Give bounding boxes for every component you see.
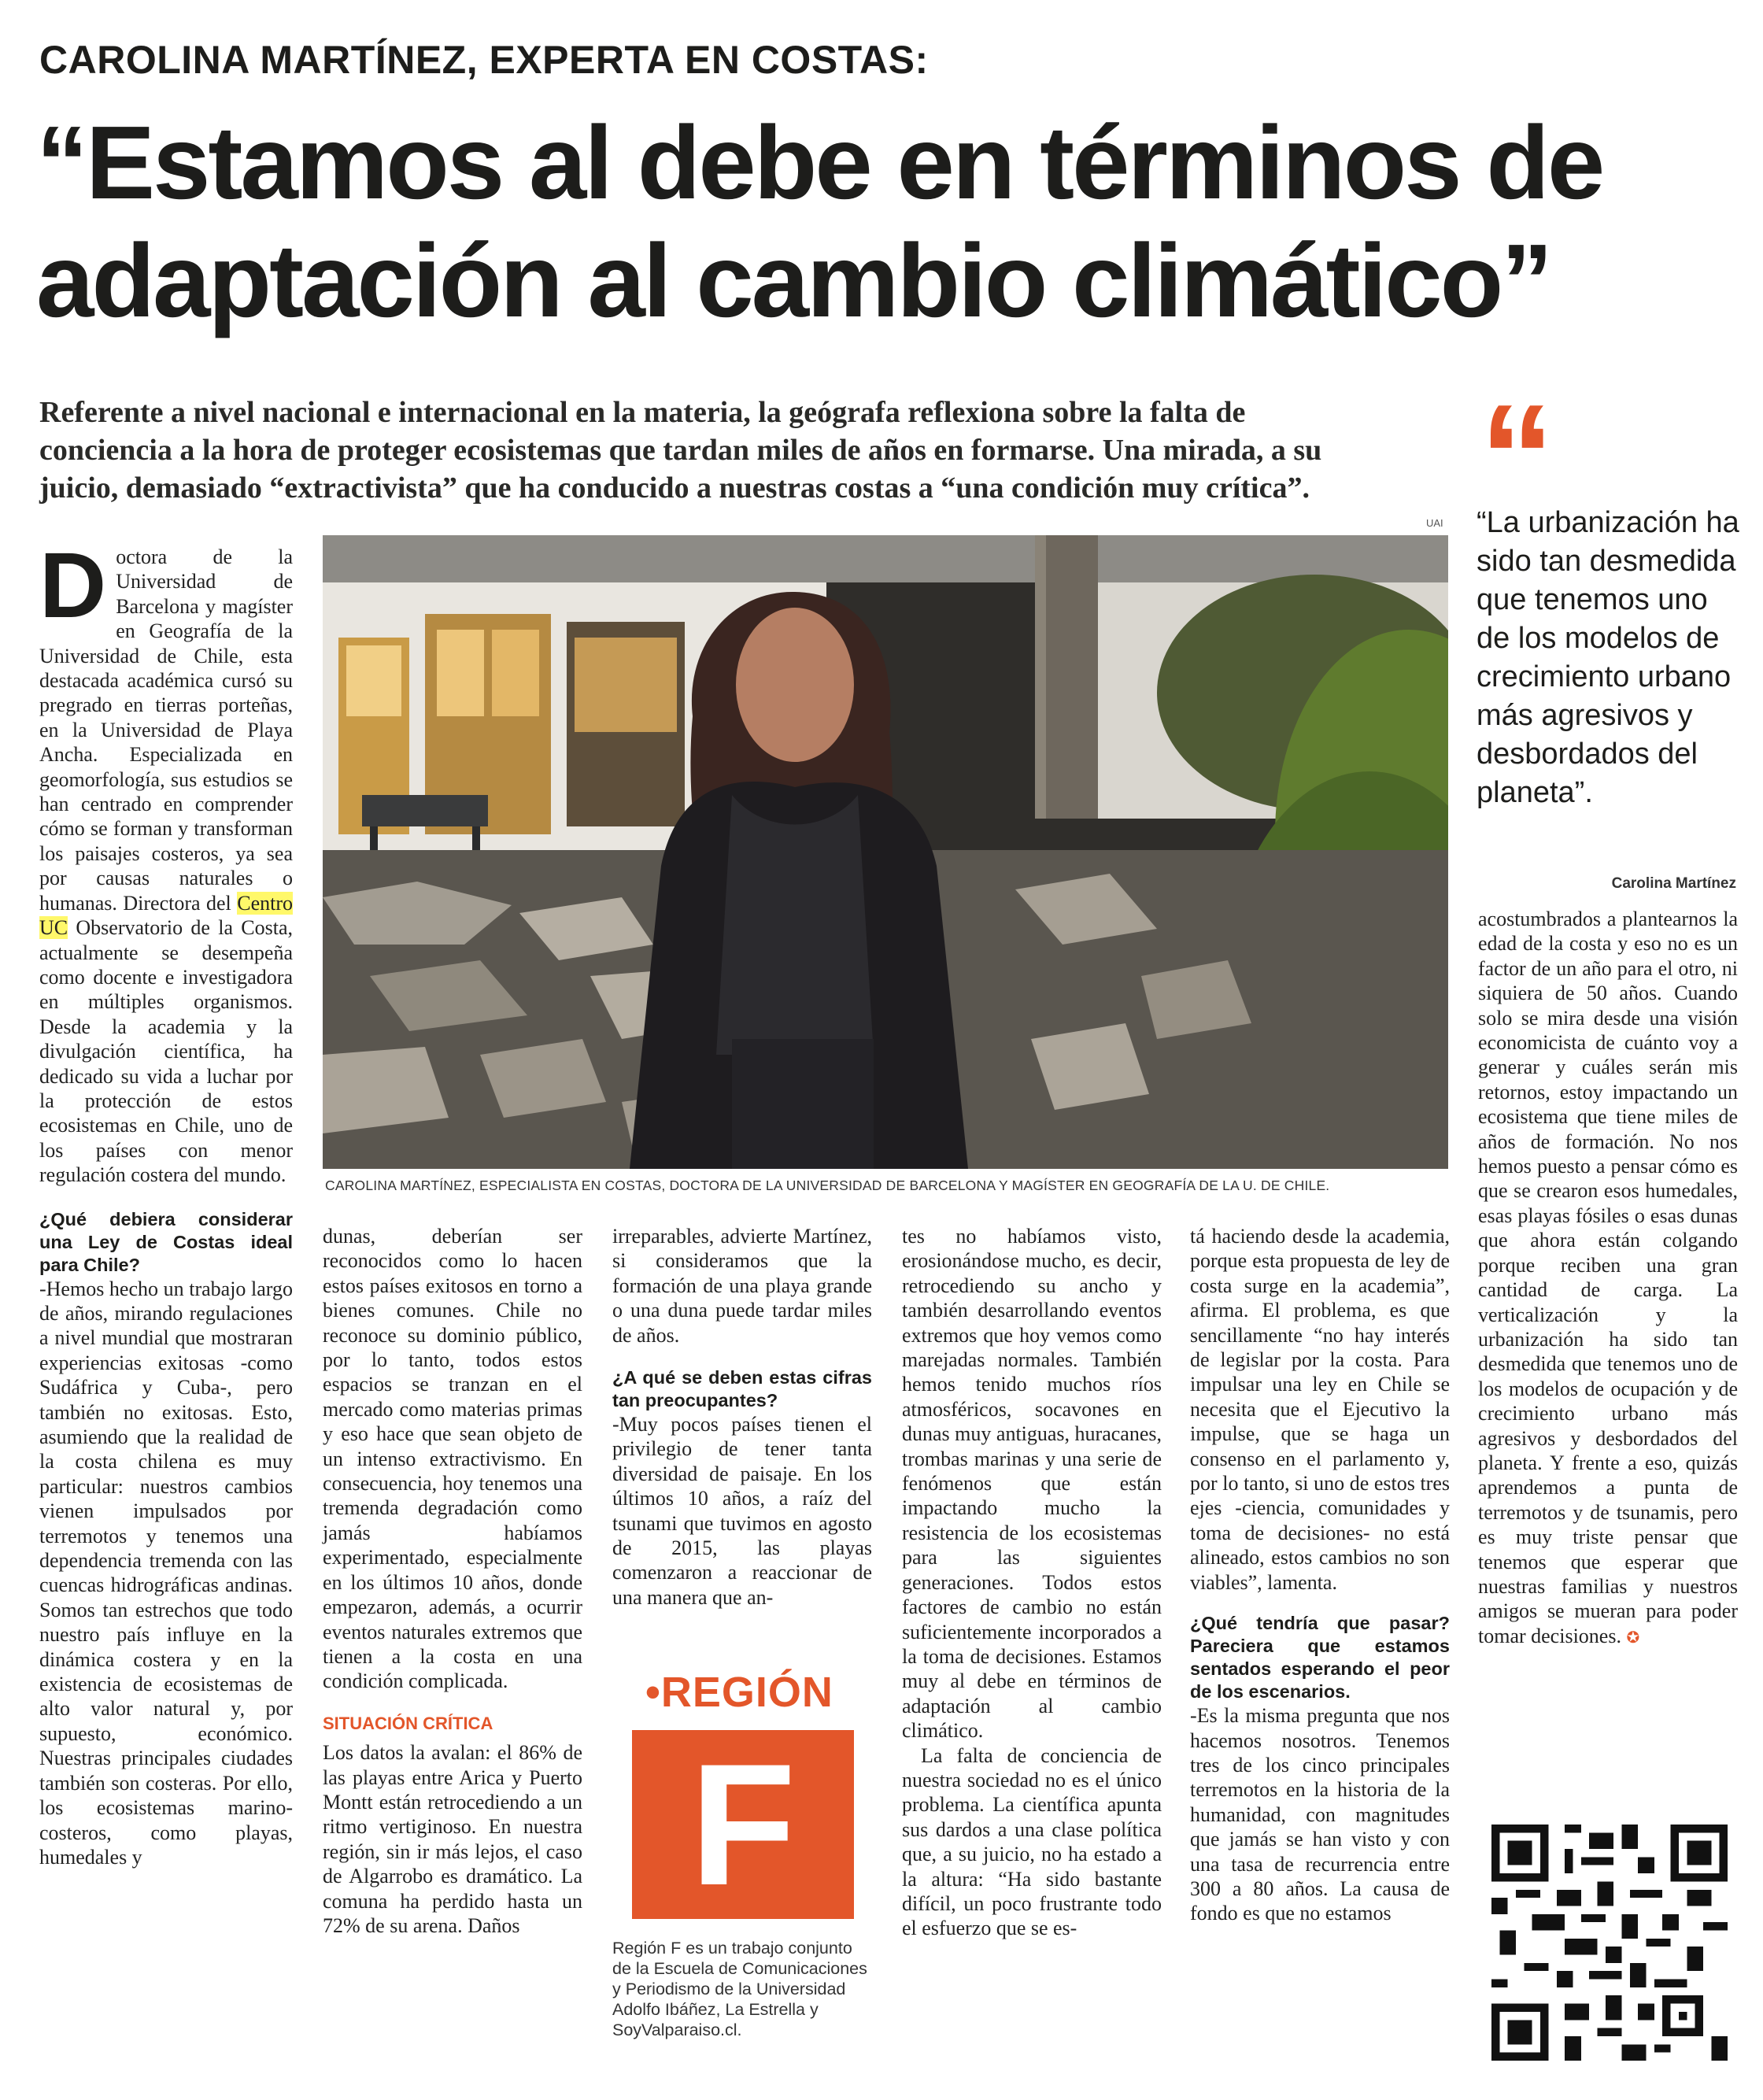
column-6	[1478, 907, 1738, 1651]
quote-mark-icon: “	[1480, 374, 1554, 541]
photo-caption: CAROLINA MARTÍNEZ, ESPECIALISTA EN COSTAS, DOCTORA DE LA UNIVERSIDAD DE BARCELONA Y MAGÍSTER EN GEOGRAFÍA DE LA U. DE CHILE.	[325, 1178, 1330, 1193]
body-text: acostumbrados a plantearnos la edad de la costa y eso no es un factor de un año para el otro, ni siquiera de 50 años. Cuando solo se mira desde una visión economicista de cuánto voy a generar y cuáles serán mis retornos, estoy impactando un ecosistema que tiene miles de años de formación. No nos hemos puesto a pensar cómo es que se crearon esos humedales, esas playas fósiles o esas dunas que ahora están colgando porque reciben una gran cantidad de carga. La verticalización y la urbanización ha sido tan desmedida que tenemos uno de los modelos de ocupación y de crecimiento urbano más agresivos y desbordados del planeta. Y frente a eso, quizás aprendemos a punta de terremotos y de tsunamis, pero es muy triste pensar que tenemos que esperar que nuestras familias y nuestros amigos se mueran para poder tomar decisiones.	[1478, 908, 1738, 1647]
body-paragraph: Los datos la avalan: el 86% de las playas entre Arica y Puerto Montt están retrocediendo a un ritmo vertiginoso. En nuestra región, sin ir más lejos, el caso de Algarrobo es dramático. La comuna ha perdido hasta un 72% de su arena. Daños	[323, 1741, 582, 1937]
photo-credit: UAI	[1426, 517, 1443, 529]
column-2	[323, 1224, 582, 1938]
interview-answer: -Muy pocos países tienen el privilegio de tener tanta diversidad de paisaje. En los últimos 10 años, a raíz del tsunami que tuvimos en agosto de 2015, las playas comenzaron a reaccionar de una manera que an-	[612, 1413, 872, 1609]
headline-line: “Estamos al debe en términos de	[36, 105, 1603, 220]
column-4	[902, 1224, 1162, 1941]
headline	[36, 104, 1752, 340]
region-description: Región F es un trabajo conjunto de la Escuela de Comunicaciones y Periodismo de la Universidad Adolfo Ibáñez, La Estrella y SoyValparaiso.cl.	[612, 1939, 867, 2039]
region-title: •REGIÓN	[645, 1669, 833, 1716]
column-5	[1190, 1224, 1450, 1926]
lead-line: Referente a nivel nacional e internacional en la materia, la geógrafa reflexiona sobre la falta de	[39, 396, 1246, 429]
pull-quote-author: Carolina Martínez	[1611, 875, 1736, 892]
section-subhead: SITUACIÓN CRÍTICA	[323, 1713, 493, 1733]
region-logo: F	[632, 1730, 854, 1919]
kicker: CAROLINA MARTÍNEZ, EXPERTA EN COSTAS:	[39, 38, 929, 82]
interview-question: ¿Qué debiera considerar una Ley de Costas ideal para Chile?	[39, 1208, 293, 1275]
body-paragraph: irreparables, advierte Martínez, si consideramos que la formación de una playa grande o una duna puede tardar miles de años.	[612, 1225, 872, 1347]
body-paragraph: tá haciendo desde la academia, porque esta propuesta de ley de costa surge en la academia”, afirma. El problema, es que sencillamente “no hay interés de legislar por la costa. Para impulsar una ley en Chile se necesita que el Ejecutivo la impulse, que se haga un consenso en el parlamento y, por lo tanto, si uno de estos tres ejes -ciencia, comunidades y toma de decisiones- no está alineado, estos cambios no son viables”, lamenta.	[1190, 1225, 1450, 1594]
qr-code-icon[interactable]	[1491, 1825, 1728, 2061]
portrait-photo	[323, 535, 1448, 1169]
column-3	[612, 1224, 872, 1610]
pull-quote: “La urbanización ha sido tan desmedida que tenemos uno de los modelos de crecimiento urbano más agresivos y desbordados del planeta”.	[1477, 506, 1739, 809]
end-mark-icon: ✪	[1626, 1629, 1640, 1647]
lead-line: juicio, demasiado “extractivista” que ha conducido a nuestras costas a “una condición muy crítica”.	[39, 471, 1310, 505]
highlighted-text: Centro UC	[39, 891, 293, 940]
body-paragraph: tes no habíamos visto, erosionándose mucho, es decir, retrocediendo su ancho y también desarrollando eventos extremos que hoy vemos como marejadas normales. También hemos tenido muchos ríos atmosféricos, socavones en dunas muy antiguas, huracanes, trombas marinas y una serie de fenómenos que están impactando mucho la resistencia de los ecosistemas para las siguientes generaciones. Todos estos factores de cambio no están suficientemente incorporados a la toma de decisiones. Estamos muy al debe en términos de adaptación al cambio climático.	[902, 1225, 1162, 1743]
body-paragraph: dunas, deberían ser reconocidos como lo hacen estos países exitosos en torno a bienes comunes. Chile no reconoce su dominio público, por lo tanto, todos estos espacios se tranzan en el mercado como materias primas y eso hace que sean objeto de un intenso extractivismo. En consecuencia, hoy tenemos una tremenda degradación como jamás habíamos experimentado, especialmente en los últimos 10 años, donde empezaron, además, a ocurrir eventos naturales extremos que tienen a la costa en una condición complicada.	[323, 1225, 582, 1693]
lead-paragraph	[39, 394, 1456, 507]
headline-line: adaptación al cambio climático”	[36, 223, 1551, 338]
intro-text: Observatorio de la Costa, actualmente se desempeña como docente e investigadora en múltiples organismos. Desde la academia y la divulgación científica, ha dedicado su vida a luchar por la protección de estos ecosistemas en Chile, uno de los países con menor regulación costera del mundo.	[39, 916, 293, 1187]
interview-answer: -Es la misma pregunta que nos hacemos nosotros. Tenemos tres de los cinco principales terremotos en la historia de la humanidad, con magnitudes que jamás se han visto y con una tasa de recurrencia entre 300 a 80 años. La causa de fondo es que no estamos	[1190, 1704, 1450, 1925]
drop-cap: D	[39, 534, 107, 638]
interview-question: ¿Qué tendría que pasar? Pareciera que estamos sentados esperando el peor de los escenarios.	[1190, 1613, 1450, 1703]
body-paragraph	[1478, 907, 1738, 1651]
interview-answer: -Hemos hecho un trabajo largo de años, mirando regulaciones a nivel mundial que mostraran experiencias exitosas -como Sudáfrica y Cuba-, pero también no exitosas. Esto, asumiendo que la realidad de la costa chilena es muy particular: nuestros cambios vienen impulsados por terremotos y tenemos una dependencia tremenda con las cuencas hidrográficas andinas. Somos tan estrechos que todo nuestro país influye en la dinámica costera y en la existencia de ecosistemas de alto valor natural y, por supuesto, económico. Nuestras principales ciudades también son costeras. Por ello, los ecosistemas marino-costeros, como playas, humedales y	[39, 1277, 293, 1869]
intro-paragraph	[39, 534, 293, 1188]
interview-question: ¿A qué se deben estas cifras tan preocupantes?	[612, 1367, 872, 1411]
lead-line: conciencia a la hora de proteger ecosistemas que tardan miles de años en formarse. Una mirada, a su	[39, 434, 1322, 467]
column-1	[39, 534, 293, 1869]
body-paragraph: La falta de conciencia de nuestra sociedad no es el único problema. La científica apunta sus dardos a una clase política que, a su juicio, no ha estado a la altura: “Ha sido bastante difícil, un poco frustrante todo el esfuerzo que se es-	[902, 1743, 1162, 1940]
intro-text: octora de la Universidad de Barcelona y magíster en Geografía de la Universidad de Chile, esta destacada académica cursó su pregrado en tierras porteñas, en la Universidad de Playa Ancha. Especializada en geomorfología, sus estudios se han centrado en comprender cómo se forman y transforman los paisajes costeros, ya sea por causas naturales o humanas. Directora del	[39, 545, 293, 915]
